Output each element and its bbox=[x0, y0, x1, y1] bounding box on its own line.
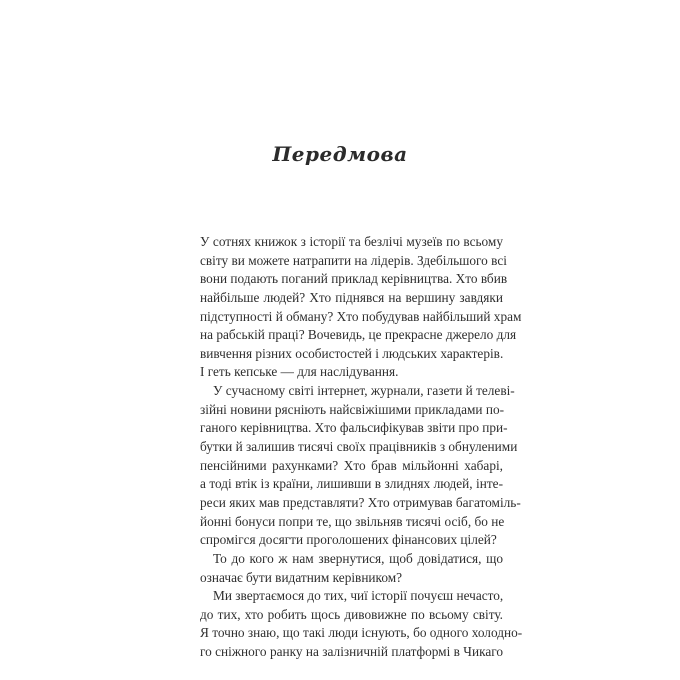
text-line: пенсійними рахунками? Хто брав мільйонні хабарі, bbox=[200, 457, 503, 473]
text-line: до тих, хто робить щось дивовижне по всьому світу. bbox=[200, 606, 503, 622]
text-line: бутки й залишив тисячі своїх працівників з обнуленими bbox=[200, 439, 518, 455]
text-line: а тоді втік із країни, лишивши в злиднях людей, інте- bbox=[200, 476, 503, 492]
text-line: вони подають поганий приклад керівництва. Хто вбив bbox=[200, 271, 508, 287]
chapter-title: Передмова bbox=[272, 142, 408, 166]
text-line: підступності й обману? Хто побудував найбільший храм bbox=[200, 308, 522, 324]
paragraph bbox=[200, 550, 503, 587]
body-text bbox=[200, 233, 523, 662]
text-line: го сніжного ранку на залізничній платформі в Чикаго bbox=[200, 644, 503, 660]
paragraph bbox=[200, 233, 522, 382]
text-line: світу ви можете натрапити на лідерів. Здебільшого всі bbox=[200, 252, 507, 268]
text-line: реси яких мав представляти? Хто отримував багатоміль- bbox=[200, 494, 521, 510]
text-line: означає бути видатним керівником? bbox=[200, 569, 403, 585]
text-line: То до кого ж нам звернутися, щоб довідатися, що bbox=[213, 550, 503, 566]
text-line: У сотнях книжок з історії та безлічі музеїв по всьому bbox=[200, 234, 503, 249]
text-line: І геть кепське — для наслідування. bbox=[200, 364, 399, 380]
paragraph bbox=[200, 382, 521, 550]
text-line: Я точно знаю, що такі люди існують, бо одного холодно- bbox=[200, 625, 523, 641]
text-line: У сучасному світі інтернет, журнали, газети й телеві- bbox=[213, 383, 515, 399]
text-line: зійні новини рясніють найсвіжішими прикладами по- bbox=[200, 401, 505, 417]
text-line: йонні бонуси попри те, що звільняв тисячі осіб, бо не bbox=[200, 513, 505, 529]
text-line: Ми звертаємося до тих, чиї історії почуєш нечасто, bbox=[213, 588, 504, 604]
text-line: спромігся досягти проголошених фінансових цілей? bbox=[200, 532, 497, 548]
text-line: ганого керівництва. Хто фальсифікував звіти про при- bbox=[200, 420, 508, 436]
text-line: на рабській праці? Вочевидь, це прекрасне джерело для bbox=[200, 327, 517, 343]
paragraph bbox=[200, 587, 523, 662]
text-line: найбільше людей? Хто піднявся на вершину завдяки bbox=[200, 289, 503, 305]
text-line: вивчення різних особистостей і людських характерів. bbox=[200, 345, 504, 361]
